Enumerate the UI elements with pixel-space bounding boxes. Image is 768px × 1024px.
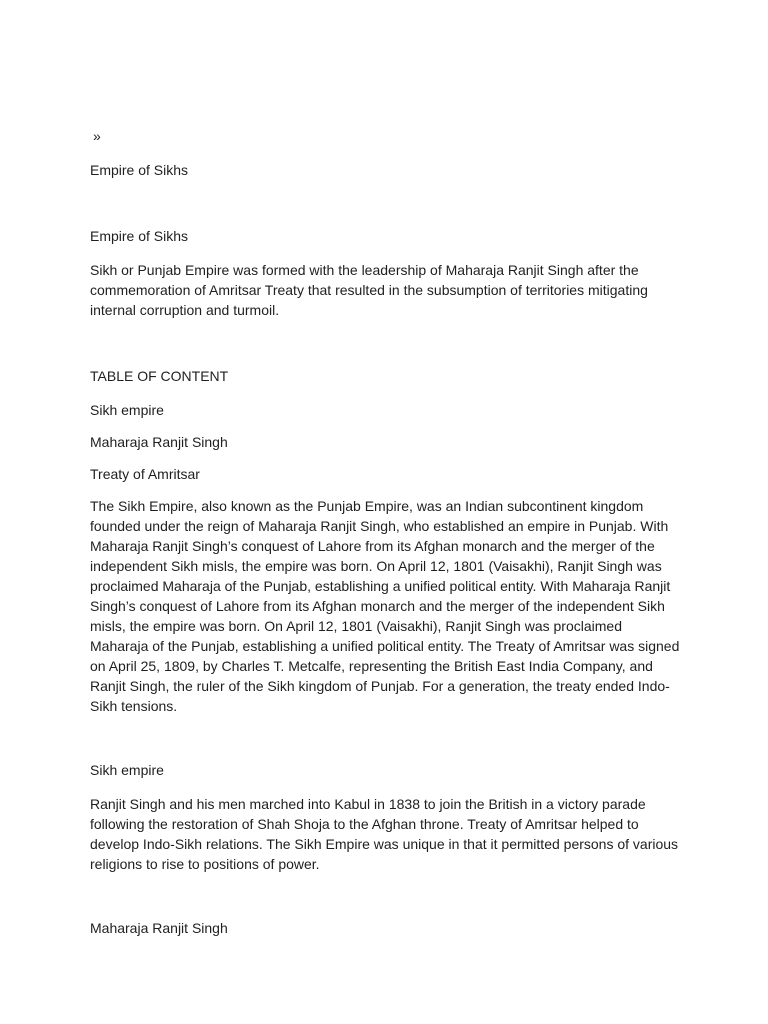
overview-paragraph: The Sikh Empire, also known as the Punjab Empire, was an Indian subcontinent kingdom founded under the reign of Maharaja Ranjit Singh, who established an empire in Punjab. With Maharaja Ranjit Singh’s conquest of Lahore from its Afghan monarch and the merger of the independent Sikh misls, the empire was born. On April 12, 1801 (Vaisakhi), Ranjit Singh was proclaimed Maharaja of the Punjab, establishing a unified political entity. With Maharaja Ranjit Singh’s conquest of Lahore from its Afghan monarch and the merger of the independent Sikh misls, the empire was born. On April 12, 1801 (Vaisakhi), Ranjit Singh was proclaimed Maharaja of the Punjab, establishing a unified political entity. The Treaty of Amritsar was signed on April 25, 1809, by Charles T. Metcalfe, representing the British East India Company, and Ranjit Singh, the ruler of the Sikh kingdom of Punjab. For a generation, the treaty ended Indo-Sikh tensions. [90,498,680,714]
toc-item-sikh-empire[interactable]: Sikh empire [90,402,164,418]
section-heading-sikh-empire: Sikh empire [90,762,164,778]
article-intro: Sikh or Punjab Empire was formed with the leadership of Maharaja Ranjit Singh after the commemoration of Amritsar Treaty that resulted in the subsumption of territories mitigating internal corruption and turmoil. [90,262,648,318]
article-title: Empire of Sikhs [90,228,189,244]
toc-heading: TABLE OF CONTENT [90,368,229,384]
section-body-sikh-empire: Ranjit Singh and his men marched into Kabul in 1838 to join the British in a victory parade following the restoration of Shah Shoja to the Afghan throne. Treaty of Amritsar helped to develop Indo-Sikh relations. The Sikh Empire was unique in that it permitted persons of various religions to rise to positions of power. [90,796,679,872]
toc-item-maharaja-ranjit-singh[interactable]: Maharaja Ranjit Singh [90,434,228,450]
section-heading-maharaja-ranjit-singh: Maharaja Ranjit Singh [90,920,228,936]
document-page [90,126,680,938]
breadcrumb[interactable]: » [93,128,101,144]
toc-item-treaty-of-amritsar[interactable]: Treaty of Amritsar [90,466,200,482]
header-title: Empire of Sikhs [90,162,189,178]
